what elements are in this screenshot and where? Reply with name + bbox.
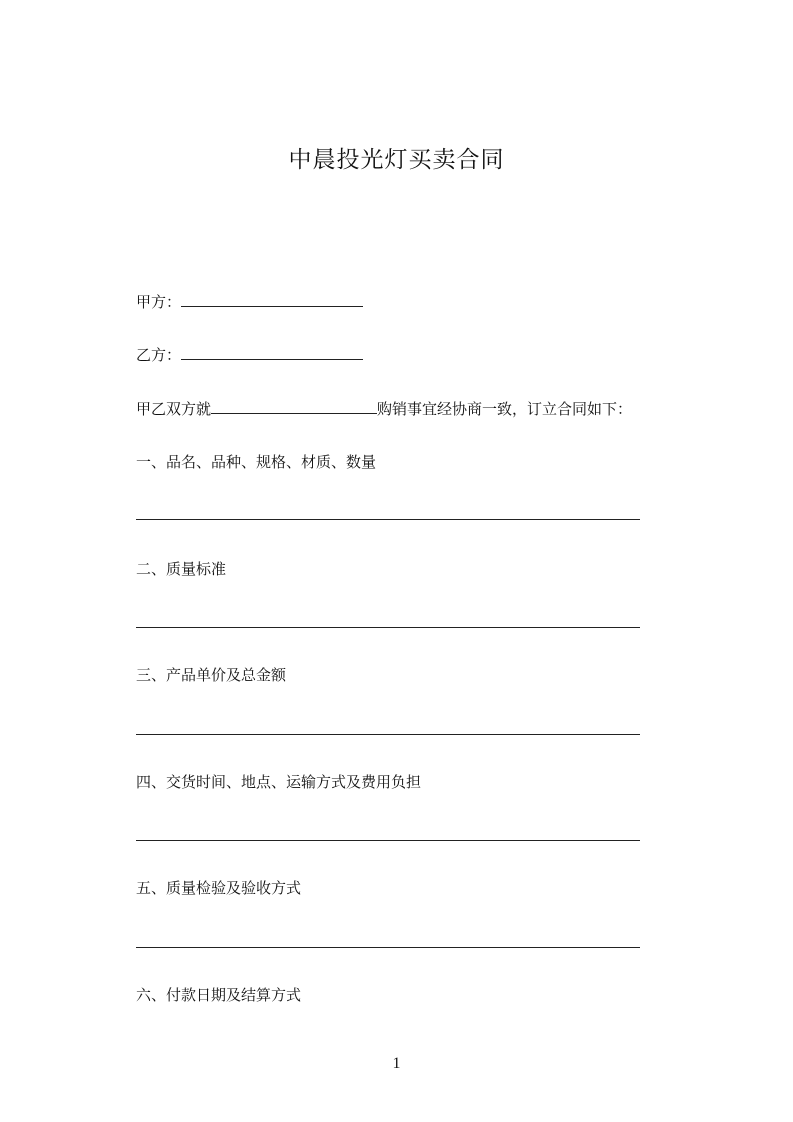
section-5-fill-line (136, 947, 640, 948)
party-a-blank (181, 291, 363, 307)
page-number: 1 (392, 1055, 401, 1072)
section-heading-5: 五、质量检验及验收方式 (136, 879, 302, 897)
section-heading-6: 六、付款日期及结算方式 (136, 986, 302, 1004)
section-heading-1: 一、品名、品种、规格、材质、数量 (136, 453, 377, 471)
party-b-line (136, 344, 363, 365)
intro-suffix: 购销事宜经协商一致，订立合同如下： (377, 400, 633, 418)
party-a-label: 甲方： (136, 293, 182, 311)
intro-prefix: 甲乙双方就 (136, 400, 212, 418)
section-heading-2: 二、质量标准 (136, 560, 227, 578)
section-heading-3: 三、产品单价及总金额 (136, 666, 287, 684)
section-heading-4: 四、交货时间、地点、运输方式及费用负担 (136, 773, 422, 791)
section-3-fill-line (136, 734, 640, 735)
section-2-fill-line (136, 627, 640, 628)
party-b-label: 乙方： (136, 346, 182, 364)
intro-line (136, 398, 632, 419)
party-b-blank (181, 344, 363, 360)
section-1-fill-line (136, 519, 640, 520)
goods-blank (211, 398, 377, 414)
document-title: 中晨投光灯买卖合同 (288, 147, 505, 173)
party-a-line (136, 291, 363, 312)
section-4-fill-line (136, 840, 640, 841)
